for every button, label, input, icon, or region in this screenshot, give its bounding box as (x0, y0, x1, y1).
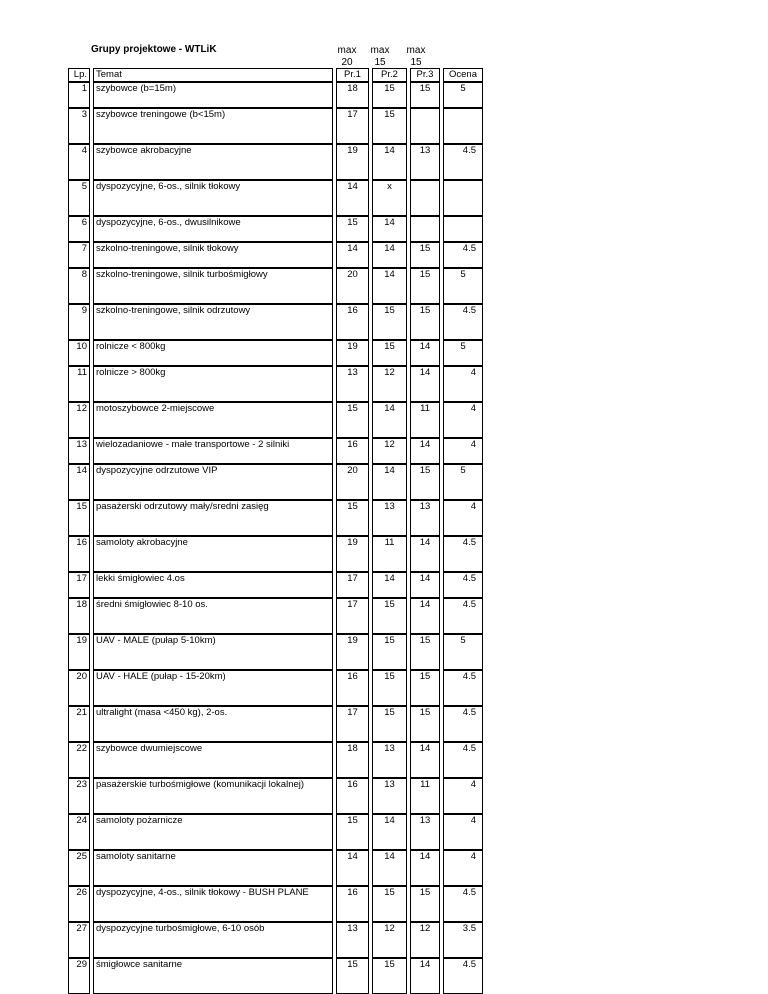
cell-pr1: 20 (336, 268, 369, 304)
table-row (68, 742, 483, 778)
cell-lp: 8 (68, 268, 90, 304)
cell-pr2: 12 (372, 438, 407, 464)
cell-pr2: 15 (372, 598, 407, 634)
cell-lp: 12 (68, 402, 90, 438)
cell-pr1: 17 (336, 706, 369, 742)
cell-pr3: 14 (410, 572, 440, 598)
cell-pr1: 20 (336, 464, 369, 500)
table-row (68, 634, 483, 670)
max-label-pr1: max 20 (337, 45, 357, 68)
cell-pr3: 14 (410, 850, 440, 886)
cell-pr3: 11 (410, 778, 440, 814)
cell-pr3 (410, 180, 440, 216)
cell-ocena: 5 (443, 82, 483, 108)
table-row (68, 144, 483, 180)
cell-ocena: 4.5 (443, 958, 483, 994)
cell-pr2: 12 (372, 366, 407, 402)
cell-ocena: 5 (443, 464, 483, 500)
cell-lp: 6 (68, 216, 90, 242)
table-row (68, 500, 483, 536)
table-row (68, 706, 483, 742)
table-row (68, 366, 483, 402)
cell-temat: samoloty akrobacyjne (93, 536, 333, 572)
cell-pr3 (410, 216, 440, 242)
cell-pr1: 19 (336, 340, 369, 366)
cell-temat: samoloty sanitarne (93, 850, 333, 886)
cell-ocena (443, 108, 483, 144)
cell-pr3: 15 (410, 464, 440, 500)
cell-pr1: 16 (336, 886, 369, 922)
cell-temat: rolnicze > 800kg (93, 366, 333, 402)
cell-pr1: 15 (336, 500, 369, 536)
cell-pr1: 15 (336, 216, 369, 242)
cell-pr1: 17 (336, 108, 369, 144)
cell-pr2: 15 (372, 886, 407, 922)
cell-pr1: 19 (336, 634, 369, 670)
cell-pr3: 13 (410, 500, 440, 536)
cell-pr2: x (372, 180, 407, 216)
cell-lp: 11 (68, 366, 90, 402)
cell-temat: dyspozycyjne, 6-os., dwusilnikowe (93, 216, 333, 242)
table-row (68, 850, 483, 886)
cell-lp: 9 (68, 304, 90, 340)
cell-pr1: 16 (336, 670, 369, 706)
cell-ocena: 4 (443, 850, 483, 886)
cell-pr3: 14 (410, 366, 440, 402)
cell-pr2: 15 (372, 706, 407, 742)
cell-temat: lekki śmigłowiec 4.os (93, 572, 333, 598)
header-temat: Temat (93, 68, 333, 82)
cell-ocena: 4 (443, 814, 483, 850)
cell-pr1: 19 (336, 144, 369, 180)
table-row (68, 82, 483, 108)
cell-lp: 7 (68, 242, 90, 268)
cell-pr2: 13 (372, 778, 407, 814)
table-row (68, 536, 483, 572)
cell-lp: 26 (68, 886, 90, 922)
table-row (68, 402, 483, 438)
cell-temat: samoloty pożarnicze (93, 814, 333, 850)
table-row (68, 216, 483, 242)
cell-ocena: 4.5 (443, 144, 483, 180)
table-row (68, 670, 483, 706)
table-header-row (68, 68, 483, 82)
cell-ocena: 4.5 (443, 706, 483, 742)
cell-pr1: 19 (336, 536, 369, 572)
cell-pr2: 15 (372, 304, 407, 340)
cell-pr3: 15 (410, 268, 440, 304)
cell-lp: 10 (68, 340, 90, 366)
cell-pr3: 12 (410, 922, 440, 958)
cell-temat: motoszybowce 2-miejscowe (93, 402, 333, 438)
table-row (68, 778, 483, 814)
cell-pr2: 15 (372, 82, 407, 108)
header-pr1: Pr.1 (336, 68, 369, 82)
cell-pr2: 11 (372, 536, 407, 572)
cell-pr2: 14 (372, 850, 407, 886)
cell-pr2: 14 (372, 268, 407, 304)
cell-pr3: 15 (410, 670, 440, 706)
cell-pr2: 14 (372, 242, 407, 268)
cell-pr1: 16 (336, 304, 369, 340)
cell-pr3: 13 (410, 144, 440, 180)
cell-lp: 5 (68, 180, 90, 216)
cell-pr3: 15 (410, 634, 440, 670)
cell-pr1: 15 (336, 958, 369, 994)
cell-ocena: 3.5 (443, 922, 483, 958)
table-row (68, 268, 483, 304)
cell-pr2: 15 (372, 340, 407, 366)
max-label-pr3: max 15 (406, 45, 426, 68)
cell-ocena: 5 (443, 268, 483, 304)
cell-temat: pasażerskie turbośmigłowe (komunikacji lokalnej) (93, 778, 333, 814)
cell-pr3: 14 (410, 438, 440, 464)
cell-pr1: 15 (336, 402, 369, 438)
cell-lp: 15 (68, 500, 90, 536)
cell-pr3: 14 (410, 536, 440, 572)
page-title: Grupy projektowe - WTLiK (91, 44, 217, 55)
cell-pr2: 14 (372, 216, 407, 242)
grades-table (65, 68, 486, 994)
cell-temat: szybowce (b=15m) (93, 82, 333, 108)
header-ocena: Ocena (443, 68, 483, 82)
cell-pr2: 13 (372, 742, 407, 778)
cell-pr1: 14 (336, 850, 369, 886)
cell-pr1: 17 (336, 598, 369, 634)
cell-lp: 27 (68, 922, 90, 958)
cell-pr2: 15 (372, 958, 407, 994)
cell-ocena (443, 180, 483, 216)
table-row (68, 180, 483, 216)
cell-ocena: 4.5 (443, 742, 483, 778)
cell-temat: szybowce treningowe (b<15m) (93, 108, 333, 144)
cell-pr2: 14 (372, 814, 407, 850)
header-pr2: Pr.2 (372, 68, 407, 82)
max-label-pr2: max 15 (370, 45, 390, 68)
cell-ocena: 4 (443, 778, 483, 814)
table-row (68, 464, 483, 500)
cell-temat: szkolno-treningowe, silnik tłokowy (93, 242, 333, 268)
cell-pr1: 16 (336, 778, 369, 814)
cell-lp: 16 (68, 536, 90, 572)
cell-pr1: 17 (336, 572, 369, 598)
cell-temat: dyspozycyjne, 6-os., silnik tłokowy (93, 180, 333, 216)
cell-pr3: 14 (410, 958, 440, 994)
cell-pr2: 15 (372, 634, 407, 670)
cell-lp: 21 (68, 706, 90, 742)
cell-pr3: 13 (410, 814, 440, 850)
cell-pr2: 14 (372, 402, 407, 438)
cell-temat: UAV - HALE (pułap - 15-20km) (93, 670, 333, 706)
cell-temat: szybowce akrobacyjne (93, 144, 333, 180)
table-row (68, 108, 483, 144)
cell-lp: 24 (68, 814, 90, 850)
table-row (68, 340, 483, 366)
cell-pr3: 14 (410, 598, 440, 634)
cell-lp: 17 (68, 572, 90, 598)
cell-ocena: 4.5 (443, 242, 483, 268)
cell-temat: pasażerski odrzutowy mały/sredni zasięg (93, 500, 333, 536)
cell-temat: szybowce dwumiejscowe (93, 742, 333, 778)
cell-lp: 19 (68, 634, 90, 670)
cell-lp: 29 (68, 958, 90, 994)
cell-pr3: 11 (410, 402, 440, 438)
cell-lp: 13 (68, 438, 90, 464)
cell-pr1: 14 (336, 242, 369, 268)
cell-temat: ultralight (masa <450 kg), 2-os. (93, 706, 333, 742)
cell-temat: średni śmigłowiec 8-10 os. (93, 598, 333, 634)
cell-pr1: 14 (336, 180, 369, 216)
cell-pr2: 15 (372, 108, 407, 144)
table-row (68, 242, 483, 268)
cell-ocena: 4.5 (443, 886, 483, 922)
cell-pr2: 14 (372, 144, 407, 180)
cell-lp: 20 (68, 670, 90, 706)
cell-temat: śmigłowce sanitarne (93, 958, 333, 994)
cell-pr3: 14 (410, 742, 440, 778)
cell-ocena: 4.5 (443, 670, 483, 706)
cell-pr2: 14 (372, 572, 407, 598)
cell-ocena: 5 (443, 340, 483, 366)
cell-ocena: 4 (443, 438, 483, 464)
cell-pr3: 15 (410, 82, 440, 108)
cell-ocena: 4.5 (443, 536, 483, 572)
cell-lp: 22 (68, 742, 90, 778)
cell-ocena: 4.5 (443, 304, 483, 340)
table-row (68, 922, 483, 958)
cell-pr3 (410, 108, 440, 144)
cell-temat: szkolno-treningowe, silnik odrzutowy (93, 304, 333, 340)
cell-pr3: 15 (410, 242, 440, 268)
table-row (68, 814, 483, 850)
cell-pr1: 15 (336, 814, 369, 850)
table-row (68, 958, 483, 994)
cell-pr1: 16 (336, 438, 369, 464)
cell-pr1: 13 (336, 366, 369, 402)
cell-lp: 4 (68, 144, 90, 180)
table-row (68, 886, 483, 922)
cell-pr2: 14 (372, 464, 407, 500)
cell-temat: wielozadaniowe - małe transportowe - 2 silniki (93, 438, 333, 464)
cell-ocena: 4 (443, 500, 483, 536)
cell-temat: dyspozycyjne odrzutowe VIP (93, 464, 333, 500)
cell-lp: 18 (68, 598, 90, 634)
cell-temat: dyspozycyjne turbośmigłowe, 6-10 osób (93, 922, 333, 958)
cell-temat: UAV - MALE (pułap 5-10km) (93, 634, 333, 670)
cell-temat: rolnicze < 800kg (93, 340, 333, 366)
cell-pr2: 15 (372, 670, 407, 706)
cell-temat: dyspozycyjne, 4-os., silnik tłokowy - BUSH PLANE (93, 886, 333, 922)
cell-pr3: 15 (410, 304, 440, 340)
cell-pr1: 13 (336, 922, 369, 958)
cell-ocena: 4.5 (443, 572, 483, 598)
cell-pr3: 14 (410, 340, 440, 366)
header-pr3: Pr.3 (410, 68, 440, 82)
table-row (68, 304, 483, 340)
cell-pr2: 12 (372, 922, 407, 958)
header-lp: Lp. (68, 68, 90, 82)
cell-lp: 23 (68, 778, 90, 814)
cell-ocena: 4 (443, 402, 483, 438)
cell-temat: szkolno-treningowe, silnik turbośmigłowy (93, 268, 333, 304)
cell-pr1: 18 (336, 82, 369, 108)
cell-ocena: 4 (443, 366, 483, 402)
cell-lp: 1 (68, 82, 90, 108)
table-row (68, 598, 483, 634)
table-row (68, 438, 483, 464)
cell-lp: 14 (68, 464, 90, 500)
cell-pr1: 18 (336, 742, 369, 778)
cell-pr3: 15 (410, 706, 440, 742)
cell-lp: 3 (68, 108, 90, 144)
cell-ocena: 4.5 (443, 598, 483, 634)
cell-lp: 25 (68, 850, 90, 886)
cell-pr2: 13 (372, 500, 407, 536)
cell-pr3: 15 (410, 886, 440, 922)
cell-ocena (443, 216, 483, 242)
cell-ocena: 5 (443, 634, 483, 670)
table-row (68, 572, 483, 598)
